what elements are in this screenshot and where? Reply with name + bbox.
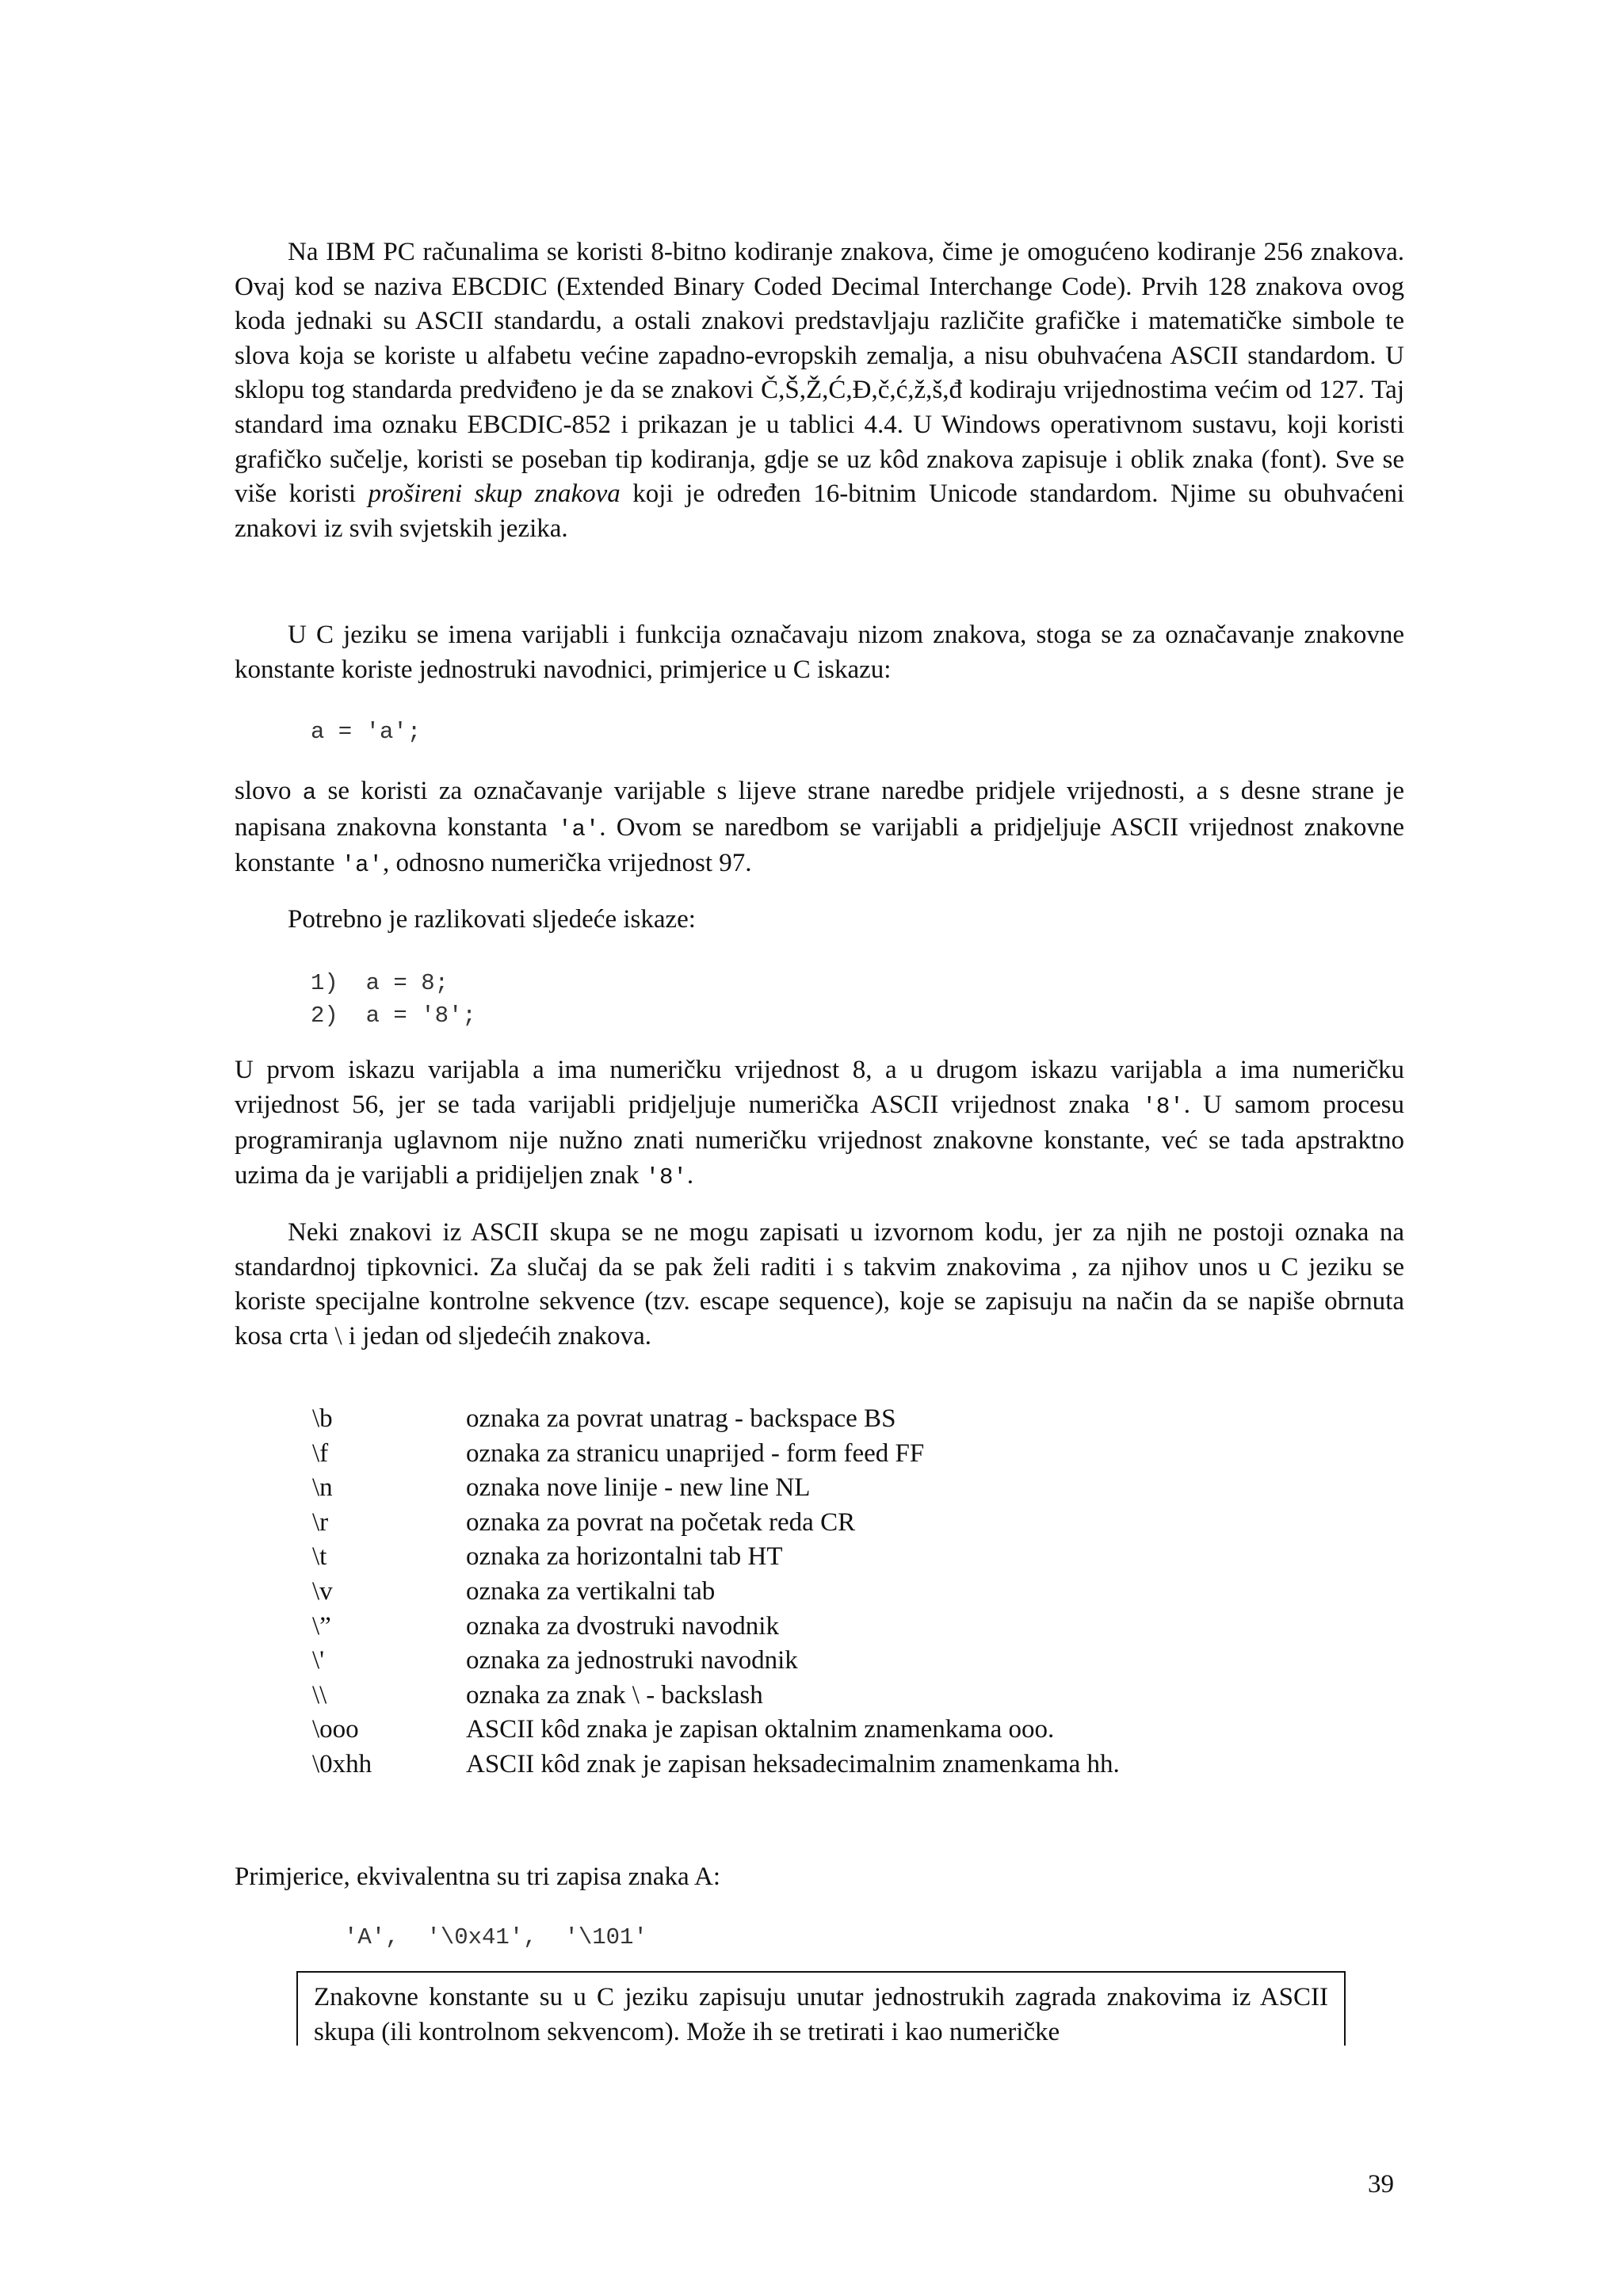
escape-sequence: \n	[312, 1473, 333, 1503]
inline-code: '8'	[645, 1163, 687, 1190]
escape-row	[312, 1471, 1120, 1506]
escape-row	[312, 1748, 1120, 1782]
inline-code: a	[969, 816, 983, 842]
paragraph-distinguish: Potrebno je razlikovati sljedeće iskaze:	[288, 905, 696, 934]
text-run: U prvom iskazu varijabla a ima numeričku vrijednost 8, a u drugom iskazu varijabla a ima numeričku vrijednost 56, jer se tada varijabli pridjeljuje numerička ASCII vrijednost znaka	[235, 1056, 1404, 1119]
escape-sequence: \\	[312, 1680, 327, 1710]
text-run: pridjeljuje ASCII vrijednost znakovne konstante	[235, 812, 1405, 878]
escape-description: oznaka za horizontalni tab HT	[466, 1542, 783, 1572]
text-run: pridijeljen znak	[468, 1160, 646, 1190]
paragraph-ebcdic-text: Na IBM PC računalima se koristi 8-bitno kodiranje znakova, čime je omogućeno kodiranje 256 znakova. Ovaj kod se naziva EBCDIC (Extended Binary Coded Decimal Interchange Code). Prvih 128 znakova ovog koda jednaki su ASCII standardu, a ostali znakovi predstavljaju različite grafičke i matematičke simbole te slova koja se koriste u alfabetu većine zapadno-evropskih zemalja, a nisu obuhvaćena ASCII standardom. U sklopu tog standarda predviđeno je da se znakovi Č,Š,Ž,Ć,Đ,č,ć,ž,š,đ kodiraju vrijednostima većim od 127. Taj standard ima oznaku EBCDIC-852 i prikazan je u tablici 4.4. U Windows operativnom sustavu, koji koristi grafičko sučelje, koristi se poseban tip kodiranja, gdje se uz kôd znakova zapisuje i oblik znaka (font). Sve se više koristi	[235, 238, 1404, 509]
escape-description: ASCII kôd znak je zapisan heksadecimalnim znamenkama hh.	[466, 1749, 1120, 1778]
escape-sequence: \ooo	[312, 1715, 359, 1744]
inline-code: a	[302, 780, 317, 806]
escape-sequence: \b	[312, 1404, 333, 1433]
escape-description: ASCII kôd znaka je zapisan oktalnim znamenkama ooo.	[466, 1715, 1055, 1744]
escape-row	[312, 1506, 1120, 1541]
escape-description: oznaka za jednostruki navodnik	[466, 1646, 798, 1675]
code-example-1: a = 'a';	[311, 719, 422, 745]
escape-sequence: \t	[312, 1542, 327, 1572]
summary-box: Znakovne konstante su u C jeziku zapisuju unutar jednostrukih zagrada znakovima iz ASCII skupa (ili kontrolnom sekvencom). Može ih se tretirati i kao numeričke	[296, 1971, 1346, 2046]
text-run: slovo	[235, 777, 303, 805]
escape-sequence: \'	[312, 1646, 325, 1675]
paragraph-ebcdic-end: koji je određen 16-bitnim Unicode standardom. Njime su obuhvaćeni znakovi iz svih svjetskih jezika.	[235, 479, 1405, 543]
text-run: . U samom procesu programiranja uglavnom nije nužno znati numeričku vrijednost znakovne konstante, već se tada apstraktno uzima da je varijabli	[235, 1090, 1404, 1190]
escape-row	[312, 1679, 1120, 1713]
paragraph-example-a: Primjerice, ekvivalentna su tri zapisa znaka A:	[235, 1862, 721, 1891]
escape-row	[312, 1540, 1120, 1575]
inline-code: '8'	[1142, 1093, 1184, 1120]
escape-sequence: \f	[312, 1438, 329, 1468]
inline-code: 'a'	[341, 852, 383, 879]
code-example-3: 'A', '\0x41', '\101'	[344, 1924, 647, 1950]
escape-row	[312, 1437, 1120, 1472]
escape-sequence: \r	[312, 1507, 329, 1537]
escape-description: oznaka za povrat unatrag - backspace BS	[466, 1404, 896, 1433]
italic-term: prošireni skup znakova	[368, 479, 621, 509]
escape-description: oznaka za znak \ - backslash	[466, 1680, 763, 1710]
paragraph-ebcdic	[235, 235, 1404, 546]
escape-description: oznaka za vertikalni tab	[466, 1576, 716, 1606]
paragraph-c-identifiers: U C jeziku se imena varijabli i funkcija označavaju nizom znakova, stoga se za označavanje znakovne konstante koriste jednostruki navodnici, primjerice u C iskazu:	[235, 621, 1404, 684]
escape-description: oznaka za povrat na početak reda CR	[466, 1507, 856, 1537]
page-number: 39	[1368, 2170, 1394, 2199]
text-run: se koristi za označavanje varijable s lijeve strane naredbe pridjele vrijednosti, a s desne strane je napisana znakovna konstanta	[235, 777, 1404, 842]
escape-row	[312, 1575, 1120, 1610]
paragraph-assignment	[235, 774, 1404, 883]
escape-description: oznaka nove linije - new line NL	[466, 1473, 811, 1503]
escape-description: oznaka za dvostruki navodnik	[466, 1611, 779, 1641]
text-run: . Ovom se naredbom se varijabli	[599, 812, 970, 842]
inline-code: a	[455, 1163, 469, 1190]
inline-code: 'a'	[558, 816, 600, 842]
escape-row	[312, 1644, 1120, 1679]
code-example-2	[311, 967, 476, 1032]
escape-sequence: \0xhh	[312, 1749, 372, 1778]
code-line: 1) a = 8;	[311, 970, 449, 996]
escape-description: oznaka za stranicu unaprijed - form feed FF	[466, 1438, 925, 1468]
escape-row	[312, 1713, 1120, 1748]
code-line: 2) a = '8';	[311, 1003, 476, 1029]
escape-row	[312, 1402, 1120, 1437]
escape-sequence-table	[312, 1402, 1120, 1782]
text-run: , odnosno numerička vrijednost 97.	[382, 849, 752, 878]
text-run: .	[686, 1160, 694, 1190]
paragraph-numeric-value	[235, 1053, 1404, 1194]
escape-sequence: \v	[312, 1576, 333, 1606]
escape-sequence: \”	[312, 1611, 331, 1641]
paragraph-escape-intro: Neki znakovi iz ASCII skupa se ne mogu zapisati u izvornom kodu, jer za njih ne postoji oznaka na standardnoj tipkovnici. Za slučaj da se pak želi raditi i s takvim znakovima , za njihov unos u C jeziku se koriste specijalne kontrolne sekvence (tzv. escape sequence), koje se zapisuju na način da se napiše obrnuta kosa crta \ i jedan od sljedećih znakova.	[235, 1218, 1404, 1350]
escape-row	[312, 1610, 1120, 1645]
